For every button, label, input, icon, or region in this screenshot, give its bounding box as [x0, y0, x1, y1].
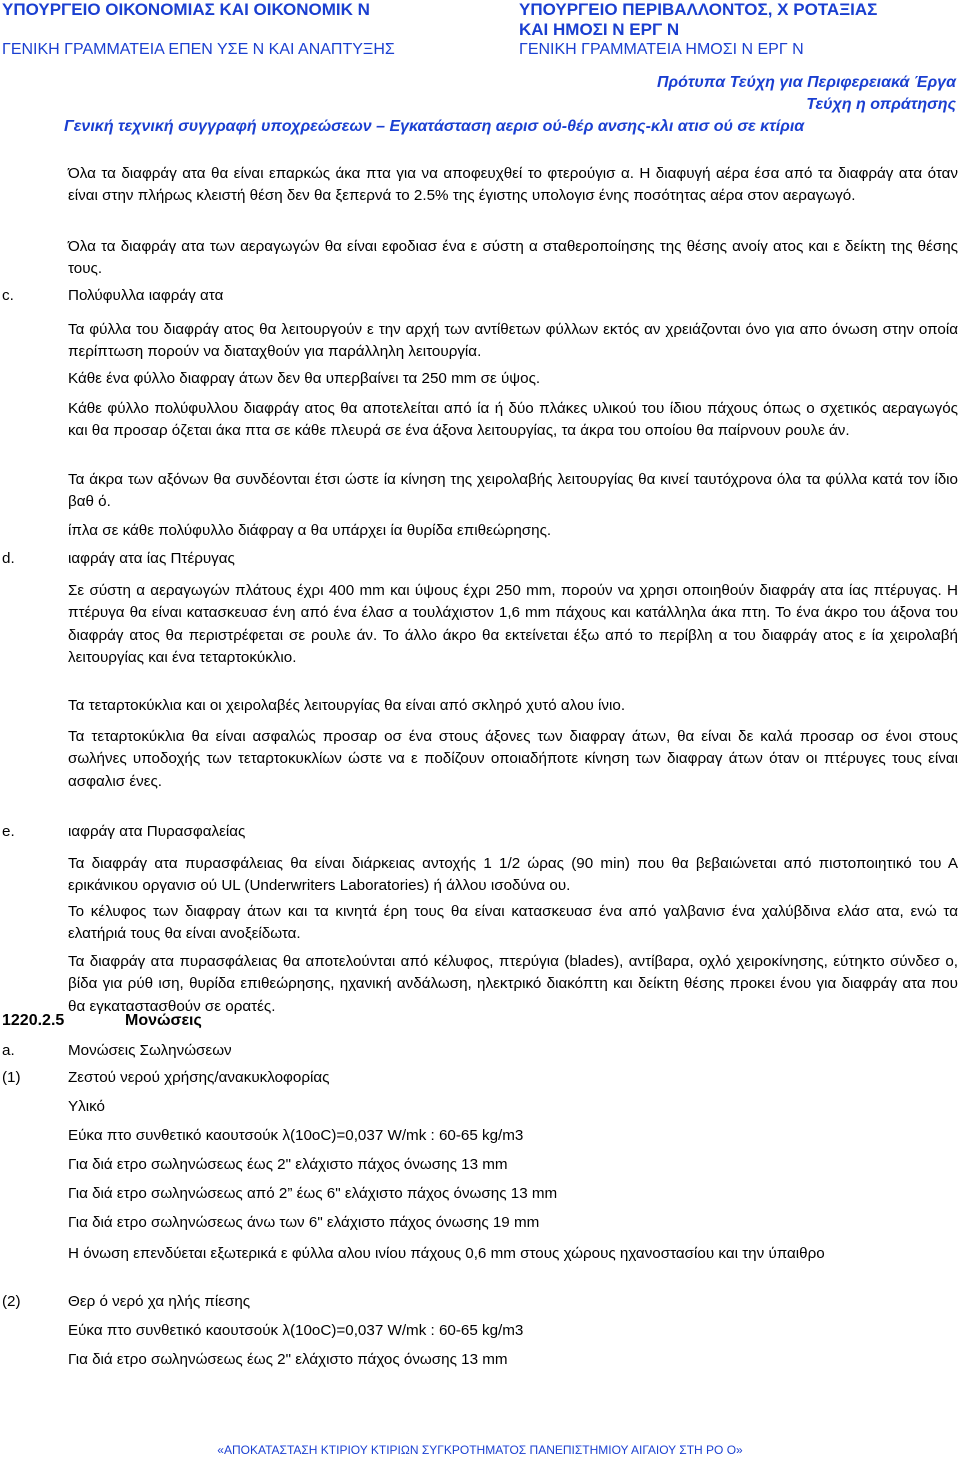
section-title: Μονώσεις [125, 1012, 202, 1029]
ministry-economy-title: ΥΠΟΥΡΓΕΙΟ ΟΙΚΟΝΟΜΙΑΣ ΚΑΙ ΟΙΚΟΝΟΜΙΚ Ν [2, 0, 370, 19]
paragraph-single-blade: Σε σύστη α αεραγωγών πλάτους έχρι 400 mm και ύψους έχρι 250 mm, πορούν να χρησι οποιηθούν διαφράγ ατα ίας πτέρυγας. Η πτέρυγα θα είναι κατασκευασ ένη από ένα έλασ α τουλάχιστον 1,6 mm πάχους και κατάλληλα άκα πτη. Το ένα άκρο του άξονα του διαφράγ ατος θα περιστρέφεται σε ρουλε άν. Το άλλο άκρο θα εκτείνεται έξω από το περίβλη α του διαφράγ ατος ε ία χειρολαβή λειτουργίας και ένα τεταρτοκύκλιο. [68, 582, 958, 667]
paragraph-casing: Το κέλυφος των διαφραγ άτων και τα κινητά έρη τους θα είναι κατασκευασ ένα από γαλβανισ ένα χαλύβδινα ελάσ ατα, ενώ τα ελατήριά τους θα είναι ανοξείδωτα. [68, 903, 958, 943]
secretariat-public-works: ΓΕΝΙΚΗ ΓΡΑΜΜΑΤΕΙΑ ΗΜΟΣΙ Ν ΕΡΓ Ν [519, 41, 804, 58]
line-thickness-2in-2: Για διά ετρο σωληνώσεως έως 2" ελάχιστο πάχος όνωσης 13 mm [68, 1351, 508, 1368]
paragraph-shaft-ends: Τα άκρα των αξόνων θα συνδέονται έτσι ώστε ία κίνηση της χειρολαβής λειτουργίας θα κινεί ταυτόχρονα όλα τα φύλλα κατά τον ίδιο βαθ ό. [68, 471, 958, 511]
line-rubber-spec-2: Εύκα πτο συνθετικό καουτσούκ λ(10oC)=0,037 W/mk : 60-65 kg/m3 [68, 1322, 524, 1339]
paragraph-leaves: Τα φύλλα του διαφράγ ατος θα λειτουργούν ε την αρχή των αντίθετων φύλλων εκτός αν χρειάζονται όνο για απο όνωση στην οποία περίπτωση πορούν να διαταχθούν για παράλληλη λειτουργία. [68, 321, 958, 361]
paragraph-leaf-height: Κάθε ένα φύλλο διαφραγ άτων δεν θα υπερβαίνει τα 250 mm σε ύψος. [68, 370, 541, 387]
paragraph-quadrants-fit: Τα τεταρτοκύκλια θα είναι ασφαλώς προσαρ οσ ένα στους άξονες των διαφραγ άτων, θα είναι δε καλά προσαρ οσ ένοι στους σωλήνες υποδοχής των τεταρτοκυκλίων ώστε να ε ποδίζουν οποιαδήποτε κίνηση των διαφραγ άτων όταν οι πτέρυγες τους είναι ασφαλισ ένες. [68, 728, 958, 790]
line-thickness-6in: Για διά ετρο σωληνώσεως άνω των 6" ελάχιστο πάχος όνωσης 19 mm [68, 1214, 540, 1231]
line-rubber-spec: Εύκα πτο συνθετικό καουτσούκ λ(10oC)=0,037 W/mk : 60-65 kg/m3 [68, 1127, 524, 1144]
item-title-multileaf: Πολύφυλλα ιαφράγ ατα [68, 287, 224, 304]
document-title: Γενική τεχνική συγγραφή υποχρεώσεων – Εγκατάσταση αερισ ού-θέρ ανσης-κλι ατισ ού σε κτίρια [64, 118, 805, 135]
item-title-pipe-insulation: Μονώσεις Σωληνώσεων [68, 1042, 232, 1059]
paragraph-fire-rating: Τα διαφράγ ατα πυρασφάλειας θα είναι διάρκειας αντοχής 1 1/2 ώρας (90 min) που θα βεβαιώνεται από πιστοποιητικό του Α ερικάνικου οργανισ ού UL (Underwriters Laboratories) ή άλλου ισοδύνα ου. [68, 855, 958, 895]
paragraph-fire-components: Τα διαφράγ ατα πυρασφάλειας θα αποτελούνται από κέλυφος, πτερύγια (blades), αντίβαρα, οχλό χειροκίνησης, εύτηκτο σύνδεσ ο, βίδα για ρύθ ιση, θυρίδα επιθεώρησης, ηχανική ανδάλωση, ηλεκτρικό διακόπτη και δείκτη θέσης προκει ένου για διαφράγ ατα που θα εγκαταστασθούν σε ορατές. [68, 953, 958, 1015]
item-title-single-blade: ιαφράγ ατα ίας Πτέρυγας [68, 550, 235, 567]
section-number: 1220.2.5 [2, 1012, 65, 1029]
prototypes-heading: Πρότυπα Τεύχη για Περιφερειακά Έργα [656, 74, 956, 91]
item-title-hot-water: Ζεστού νερού χρήσης/ανακυκλοφορίας [68, 1069, 330, 1086]
secretariat-investments: ΓΕΝΙΚΗ ΓΡΑΜΜΑΤΕΙΑ ΕΠΕΝ ΥΣΕ Ν ΚΑΙ ΑΝΑΠΤΥΞΗΣ [2, 41, 395, 58]
line-material: Υλικό [68, 1098, 105, 1115]
ministry-public-works-title: ΚΑΙ ΗΜΟΣΙ Ν ΕΡΓ Ν [519, 20, 680, 39]
ministry-environment-title: ΥΠΟΥΡΓΕΙΟ ΠΕΡΙΒΑΛΛΟΝΤΟΣ, Χ ΡΟΤΑΞΙΑΣ [519, 0, 878, 19]
paragraph-quadrants-material: Τα τεταρτοκύκλια και οι χειρολαβές λειτουργίας θα είναι από σκληρό χυτό αλου ίνιο. [68, 697, 626, 714]
item-marker-a: a. [2, 1042, 15, 1059]
item-marker-c: c. [2, 287, 14, 304]
volume-heading: Τεύχη η οπράτησης [806, 96, 956, 113]
paragraph-inspection-door: ίπλα σε κάθε πολύφυλλο διάφραγ α θα υπάρχει ία θυρίδα επιθεώρησης. [68, 522, 552, 539]
paragraph-leaf-plates: Κάθε φύλλο πολύφυλλου διαφράγ ατος θα αποτελείται από ία ή δύο πλάκες υλικού του ίδιου πάχους όπως ο σχετικός αεραγωγός και θα προσαρ όζεται άκα πτα σε κάθε πλευρά σε ένα άξονα λειτουργίας, τα άκρα του οποίου θα παίρνουν ρουλε άν. [68, 400, 958, 440]
line-thickness-2-6in: Για διά ετρο σωληνώσεως από 2” έως 6" ελάχιστο πάχος όνωσης 13 mm [68, 1185, 558, 1202]
paragraph-dampers-rigidity: Όλα τα διαφράγ ατα θα είναι επαρκώς άκα πτα για να αποφευχθεί το φτερούγισ α. Η διαφυγή αέρα έσα από τα διαφράγ ατα όταν είναι στην πλήρως κλειστή θέση δεν θα ξεπερνά το 2.5% της έγιστης υπολογισ ένης ποσότητας αέρα στον αεραγωγό. [68, 165, 958, 205]
line-thickness-2in: Για διά ετρο σωληνώσεως έως 2" ελάχιστο πάχος όνωσης 13 mm [68, 1156, 508, 1173]
item-title-low-pressure: Θερ ό νερό χα ηλής πίεσης [68, 1293, 251, 1310]
page-footer: «ΑΠΟΚΑΤΑΣΤΑΣΗ ΚΤΙΡΙΟΥ ΚΤΙΡΙΩΝ ΣΥΓΚΡΟΤΗΜΑΤΟΣ ΠΑΝΕΠΙΣΤΗΜΙΟΥ ΑΙΓΑΙΟΥ ΣΤΗ ΡΟ Ο» [217, 1443, 743, 1457]
item-marker-1: (1) [2, 1069, 21, 1086]
paragraph-aluminium-cladding: Η όνωση επενδύεται εξωτερικά ε φύλλα αλου ινίου πάχους 0,6 mm στους χώρους ηχανοστασίου και την ύπαιθρο [68, 1245, 825, 1262]
item-marker-e: e. [2, 823, 15, 840]
item-title-fire-dampers: ιαφράγ ατα Πυρασφαλείας [68, 823, 246, 840]
item-marker-d: d. [2, 550, 15, 567]
item-marker-2: (2) [2, 1293, 21, 1310]
paragraph-dampers-position: Όλα τα διαφράγ ατα των αεραγωγών θα είναι εφοδιασ ένα ε σύστη α σταθεροποίησης της θέσης ανοίγ ατος και ε δείκτη της θέσης τους. [68, 238, 958, 278]
